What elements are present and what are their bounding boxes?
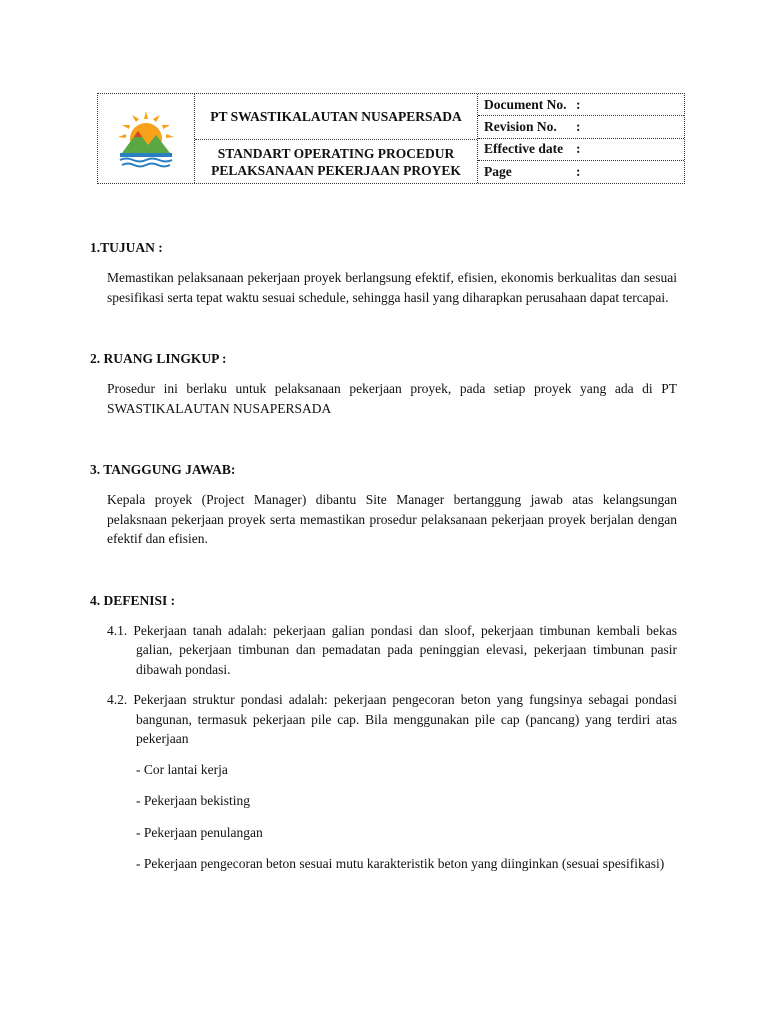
section-heading-ruang-lingkup: 2. RUANG LINGKUP :: [90, 351, 227, 366]
meta-colon: :: [576, 96, 581, 112]
meta-colon: :: [576, 141, 581, 157]
sop-title-line1: STANDART OPERATING PROCEDUR: [217, 145, 455, 161]
document-body: [90, 240, 677, 874]
meta-label: Page: [484, 163, 512, 179]
section-heading-tujuan: 1.TUJUAN :: [90, 240, 163, 255]
meta-row-page: [478, 161, 684, 183]
definition-bullet: - Pekerjaan pengecoran beton sesuai mutu karakteristik beton yang diinginkan (sesuai spesifikasi): [136, 856, 665, 871]
meta-cell: [478, 94, 684, 183]
meta-label: Revision No.: [484, 118, 557, 134]
section-text-ruang-lingkup: Prosedur ini berlaku untuk pelaksanaan pekerjaan proyek, pada setiap proyek yang ada di PT SWASTIKALAUTAN NUSAPERSADA: [107, 381, 677, 416]
title-cell: [195, 94, 478, 183]
meta-label: Effective date: [484, 141, 564, 157]
section-text-tujuan: Memastikan pelaksanaan pekerjaan proyek berlangsung efektif, efisien, ekonomis berkualitas dan sesuai spesifikasi serta tepat waktu sesuai schedule, sehingga hasil yang diharapkan perusahaan dapat tercapai.: [107, 270, 677, 305]
section-heading-defenisi: 4. DEFENISI :: [90, 592, 176, 608]
document-header-table: [97, 93, 685, 184]
meta-colon: :: [576, 163, 581, 179]
section-text-tanggung-jawab: Kepala proyek (Project Manager) dibantu Site Manager bertanggung jawab atas kelangsungan pelaksnaan pekerjaan proyek serta memastikan prosedur pelaksanaan pekerjaan proyek berjalan dengan efektif dan efisien.: [107, 492, 677, 546]
meta-row-effective-date: [478, 139, 684, 161]
definition-bullet: - Cor lantai kerja: [136, 761, 228, 777]
definition-bullet: - Pekerjaan bekisting: [136, 793, 250, 808]
meta-label: Document No.: [484, 96, 567, 112]
meta-row-revision-no: [478, 116, 684, 138]
definition-bullet: - Pekerjaan penulangan: [136, 824, 263, 840]
definition-item: 4.1. Pekerjaan tanah adalah: pekerjaan galian pondasi dan sloof, pekerjaan timbunan kembali bekas galian, pekerjaan timbunan dan pemadatan pada peninggian elevasi, pekerjaan timbunan pasir dibawah pondasi.: [107, 622, 677, 677]
company-name: PT SWASTIKALAUTAN NUSAPERSADA: [195, 94, 477, 140]
section-heading-tanggung-jawab: 3. TANGGUNG JAWAB:: [90, 462, 236, 477]
company-logo-icon: [116, 109, 176, 169]
meta-colon: :: [576, 118, 581, 134]
logo-cell: [98, 94, 195, 183]
meta-row-document-no: [478, 94, 684, 116]
sop-title: [195, 140, 477, 183]
sop-title-line2: PELAKSANAAN PEKERJAAN PROYEK: [211, 162, 461, 178]
definition-item: 4.2. Pekerjaan struktur pondasi adalah: pekerjaan pengecoran beton yang fungsinya sebagai pondasi bangunan, termasuk pekerjaan pile cap. Bila menggunakan pile cap (pancang) yang terdiri atas pekerjaan: [107, 692, 677, 746]
